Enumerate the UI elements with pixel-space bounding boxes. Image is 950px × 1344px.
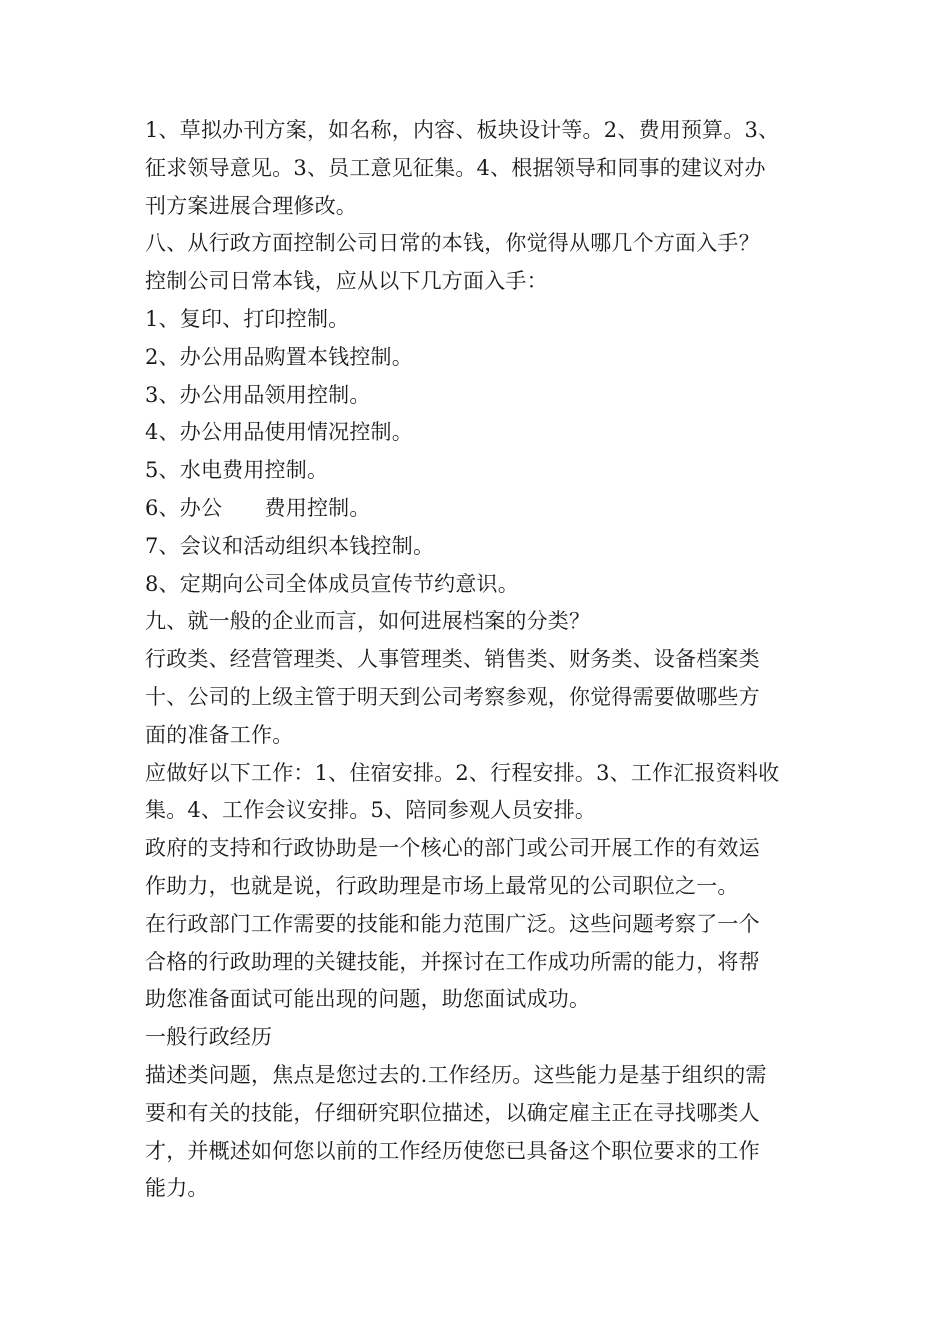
list-item: 6、办公 费用控制。 <box>145 495 371 520</box>
list-item: 7、会议和活动组织本钱控制。 <box>145 533 435 558</box>
text-line: 助您准备面试可能出现的问题，助您面试成功。 <box>145 987 591 1012</box>
text-line: 政府的支持和行政协助是一个核心的部门或公司开展工作的有效运 <box>145 836 760 861</box>
text-line: 作助力，也就是说，行政助理是市场上最常见的公司职位之一。 <box>145 873 739 898</box>
text-line: 控制公司日常本钱，应从以下几方面入手： <box>145 269 548 294</box>
section-heading-8: 八、从行政方面控制公司日常的本钱，你觉得从哪几个方面入手？ <box>145 231 760 256</box>
text-line: 1、草拟办刊方案，如名称，内容、板块设计等。2、费用预算。3、 <box>145 118 780 142</box>
section-heading-10: 十、公司的上级主管于明天到公司考察参观，你觉得需要做哪些方 <box>145 684 760 709</box>
text-line: 才，并概述如何您以前的工作经历使您已具备这个职位要求的工作 <box>145 1138 760 1163</box>
list-item: 1、复印、打印控制。 <box>145 306 350 331</box>
text-line: 行政类、经营管理类、人事管理类、销售类、财务类、设备档案类 <box>145 647 760 672</box>
text-line: 刊方案进展合理修改。 <box>145 193 357 218</box>
text-line: 要和有关的技能，仔细研究职位描述，以确定雇主正在寻找哪类人 <box>145 1100 760 1125</box>
document-body <box>145 112 810 1208</box>
text-line: 集。4、工作会议安排。5、陪同参观人员安排。 <box>145 798 597 823</box>
list-item: 8、定期向公司全体成员宣传节约意识。 <box>145 571 519 596</box>
section-heading-10-cont: 面的准备工作。 <box>145 722 294 747</box>
list-item: 4、办公用品使用情况控制。 <box>145 420 413 445</box>
text-line: 征求领导意见。3、员工意见征集。4、根据领导和同事的建议对办 <box>145 155 766 180</box>
text-line: 描述类问题，焦点是您过去的.工作经历。这些能力是基于组织的需 <box>145 1062 767 1087</box>
list-item: 5、水电费用控制。 <box>145 458 329 483</box>
subheading: 一般行政经历 <box>145 1025 273 1050</box>
text-line: 能力。 <box>145 1176 209 1201</box>
section-heading-9: 九、就一般的企业而言，如何进展档案的分类？ <box>145 609 591 634</box>
list-item: 2、办公用品购置本钱控制。 <box>145 344 413 369</box>
text-line: 应做好以下工作：1、住宿安排。2、行程安排。3、工作汇报资料收 <box>145 760 780 785</box>
list-item: 3、办公用品领用控制。 <box>145 382 371 407</box>
text-line: 合格的行政助理的关键技能，并探讨在工作成功所需的能力，将帮 <box>145 949 760 974</box>
text-line: 在行政部门工作需要的技能和能力范围广泛。这些问题考察了一个 <box>145 911 760 936</box>
